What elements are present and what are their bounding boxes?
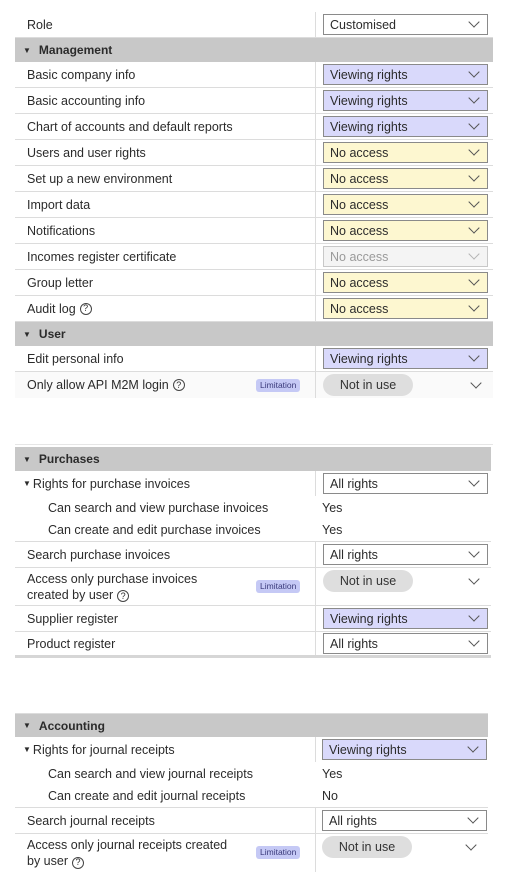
perm-row: Incomes register certificate No access [15,244,493,270]
perm-select[interactable]: Viewing rights [323,64,488,85]
help-icon[interactable]: ? [173,379,185,391]
perm-select[interactable]: No access [323,272,488,293]
chevron-down-icon [468,610,479,621]
perm-row: Supplier register Viewing rights [15,606,491,632]
perm-sub-row: Can search and view purchase invoices Yes [48,500,343,515]
perm-row: Group letter No access [15,270,493,296]
divider [15,444,493,445]
rights-panel-accounting [15,713,488,872]
perm-row: Search journal receipts All rights [15,808,488,834]
role-select[interactable]: Customised [323,14,488,35]
triangle-down-icon: ▼ [23,329,31,339]
perm-row-own-only: Access only journal receipts created by user ? Limitation Not in use [15,834,488,872]
role-row [15,12,493,38]
not-in-use-toggle[interactable]: Not in use [322,836,412,858]
chevron-down-icon [468,350,479,361]
perm-select[interactable]: No access [323,168,488,189]
role-label: Role [27,17,53,32]
perm-sub-row: Can search and view journal receipts Yes [48,766,343,781]
triangle-down-icon: ▼ [23,721,31,730]
perm-select[interactable]: No access [323,298,488,319]
chevron-down-icon [468,300,479,311]
caret-down-icon[interactable]: ▼ [23,745,31,754]
chevron-down-icon [468,475,479,486]
chevron-down-icon[interactable] [470,377,481,388]
perm-row-group: ▼ Rights for purchase invoices All rights [15,471,491,496]
not-in-use-toggle[interactable]: Not in use [323,570,413,592]
chevron-down-icon [468,66,479,77]
perm-row: Edit personal info Viewing rights [15,346,493,372]
perm-select[interactable]: Viewing rights [322,739,487,760]
perm-sub-row: Can create and edit purchase invoices Yes [15,519,491,542]
perm-select[interactable]: Viewing rights [323,608,488,629]
help-icon[interactable]: ? [117,590,129,602]
chevron-down-icon [468,635,479,646]
rights-panel-general [15,12,493,398]
perm-row-group: ▼ Rights for journal receipts Viewing rights [15,737,488,762]
chevron-down-icon [468,16,479,27]
perm-select-disabled: No access [323,246,488,267]
chevron-down-icon [467,741,478,752]
chevron-down-icon [468,170,479,181]
perm-row-own-only: Access only purchase invoices created by user ? Limitation Not in use [15,568,491,606]
perm-select[interactable]: Viewing rights [323,90,488,111]
perm-row: Notifications No access [15,218,493,244]
perm-sub-row: Can create and edit journal receipts No [15,785,488,808]
perm-select[interactable]: No access [323,142,488,163]
perm-select[interactable]: Viewing rights [323,348,488,369]
section-management[interactable]: ▼ Management [15,38,493,62]
perm-select[interactable]: All rights [323,473,488,494]
chevron-down-icon[interactable] [465,839,476,850]
perm-row: Product register All rights [15,632,491,658]
caret-down-icon[interactable]: ▼ [23,479,31,488]
section-user[interactable]: ▼ User [15,322,493,346]
limitation-badge: Limitation [256,580,300,593]
section-accounting[interactable]: ▼ Accounting [15,713,488,737]
perm-select[interactable]: No access [323,220,488,241]
triangle-down-icon: ▼ [23,45,31,55]
perm-row: Basic accounting info Viewing rights [15,88,493,114]
perm-select[interactable]: Viewing rights [323,116,488,137]
chevron-down-icon [468,546,479,557]
perm-row: Users and user rights No access [15,140,493,166]
perm-select[interactable]: All rights [323,544,488,565]
not-in-use-toggle[interactable]: Not in use [323,374,413,396]
chevron-down-icon [468,274,479,285]
perm-row: Basic company info Viewing rights [15,62,493,88]
help-icon[interactable]: ? [80,303,92,315]
perm-select[interactable]: All rights [323,633,488,654]
chevron-down-icon[interactable] [468,573,479,584]
help-icon[interactable]: ? [72,857,84,869]
perm-row-api-login: Only allow API M2M login ? Limitation Not in use [15,372,493,398]
triangle-down-icon: ▼ [23,454,31,464]
perm-select[interactable]: All rights [322,810,487,831]
perm-row: Audit log ? No access [15,296,493,322]
chevron-down-icon [468,92,479,103]
perm-row: Search purchase invoices All rights [15,542,491,568]
rights-panel-purchases [15,447,491,658]
perm-row: Set up a new environment No access [15,166,493,192]
limitation-badge: Limitation [256,379,300,392]
chevron-down-icon [467,812,478,823]
limitation-badge: Limitation [256,846,300,859]
perm-row: Chart of accounts and default reports Viewing rights [15,114,493,140]
section-purchases[interactable]: ▼ Purchases [15,447,491,471]
chevron-down-icon [468,248,479,259]
perm-select[interactable]: No access [323,194,488,215]
chevron-down-icon [468,196,479,207]
perm-row: Import data No access [15,192,493,218]
chevron-down-icon [468,222,479,233]
chevron-down-icon [468,118,479,129]
chevron-down-icon [468,144,479,155]
